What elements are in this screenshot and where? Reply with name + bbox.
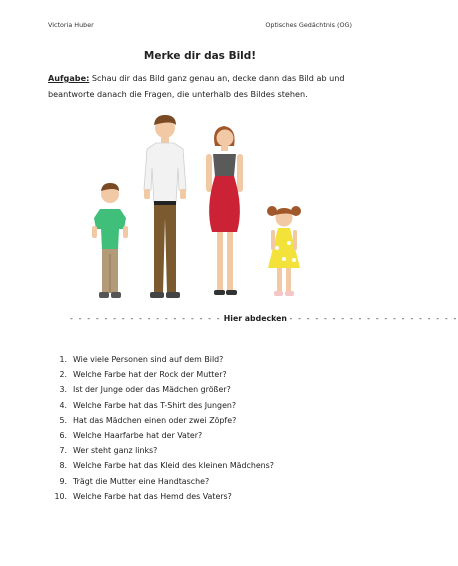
question-text: Wer steht ganz links?	[73, 446, 158, 456]
question-item	[52, 352, 372, 367]
question-text: Welche Farbe hat der Rock der Mutter?	[73, 370, 227, 380]
question-text: Trägt die Mutter eine Handtasche?	[73, 476, 210, 486]
question-number: 7.	[59, 446, 67, 456]
question-number: 8.	[59, 461, 67, 471]
question-text: Ist der Junge oder das Mädchen größer?	[73, 385, 231, 395]
question-text: Welche Farbe hat das Hemd des Vaters?	[73, 491, 232, 501]
divider-label: Hier abdecken	[223, 314, 287, 323]
question-number: 6.	[59, 430, 67, 440]
girl-figure	[267, 206, 301, 296]
question-item	[52, 413, 372, 428]
subject-label: Optisches Gedächtnis (OG)	[265, 21, 352, 29]
divider-dashes-left: - - - - - - - - - - - - - - - - - -	[70, 314, 222, 323]
question-number: 2.	[59, 370, 67, 380]
question-item	[52, 458, 372, 473]
question-item	[52, 398, 372, 413]
task-label: Aufgabe:	[48, 73, 90, 83]
task-text: Schau dir das Bild ganz genau an, decke dann das Bild ab und beantworte danach die Fragen, die unterhalb des Bildes stehen.	[48, 73, 345, 99]
question-number: 1.	[59, 355, 67, 364]
question-text: Welche Farbe hat das T-Shirt des Jungen?	[73, 400, 237, 410]
question-text: Wie viele Personen sind auf dem Bild?	[73, 355, 224, 364]
cover-divider	[70, 314, 458, 323]
mother-figure	[206, 126, 243, 295]
question-item	[52, 428, 372, 443]
author-name: Victoria Huber	[48, 21, 94, 29]
question-number: 4.	[59, 400, 67, 410]
question-list	[52, 352, 372, 504]
divider-dashes-right: - - - - - - - - - - - - - - - - - - - -	[289, 314, 458, 323]
worksheet-title: Merke dir das Bild!	[143, 50, 257, 62]
family-illustration	[48, 108, 352, 308]
question-number: 9.	[59, 476, 67, 486]
question-number: 5.	[59, 415, 67, 425]
father-figure	[144, 115, 186, 298]
question-item	[52, 489, 372, 504]
page-header	[48, 21, 352, 33]
question-number: 3.	[59, 385, 67, 395]
boy-figure	[92, 183, 128, 298]
task-instructions	[48, 71, 353, 102]
question-item	[52, 443, 372, 458]
question-text: Welche Haarfarbe hat der Vater?	[73, 430, 203, 440]
question-number: 10.	[54, 491, 67, 501]
question-item	[52, 474, 372, 489]
question-text: Hat das Mädchen einen oder zwei Zöpfe?	[73, 415, 237, 425]
question-item	[52, 367, 372, 382]
question-text: Welche Farbe hat das Kleid des kleinen Mädchens?	[73, 461, 274, 471]
question-item	[52, 382, 372, 397]
